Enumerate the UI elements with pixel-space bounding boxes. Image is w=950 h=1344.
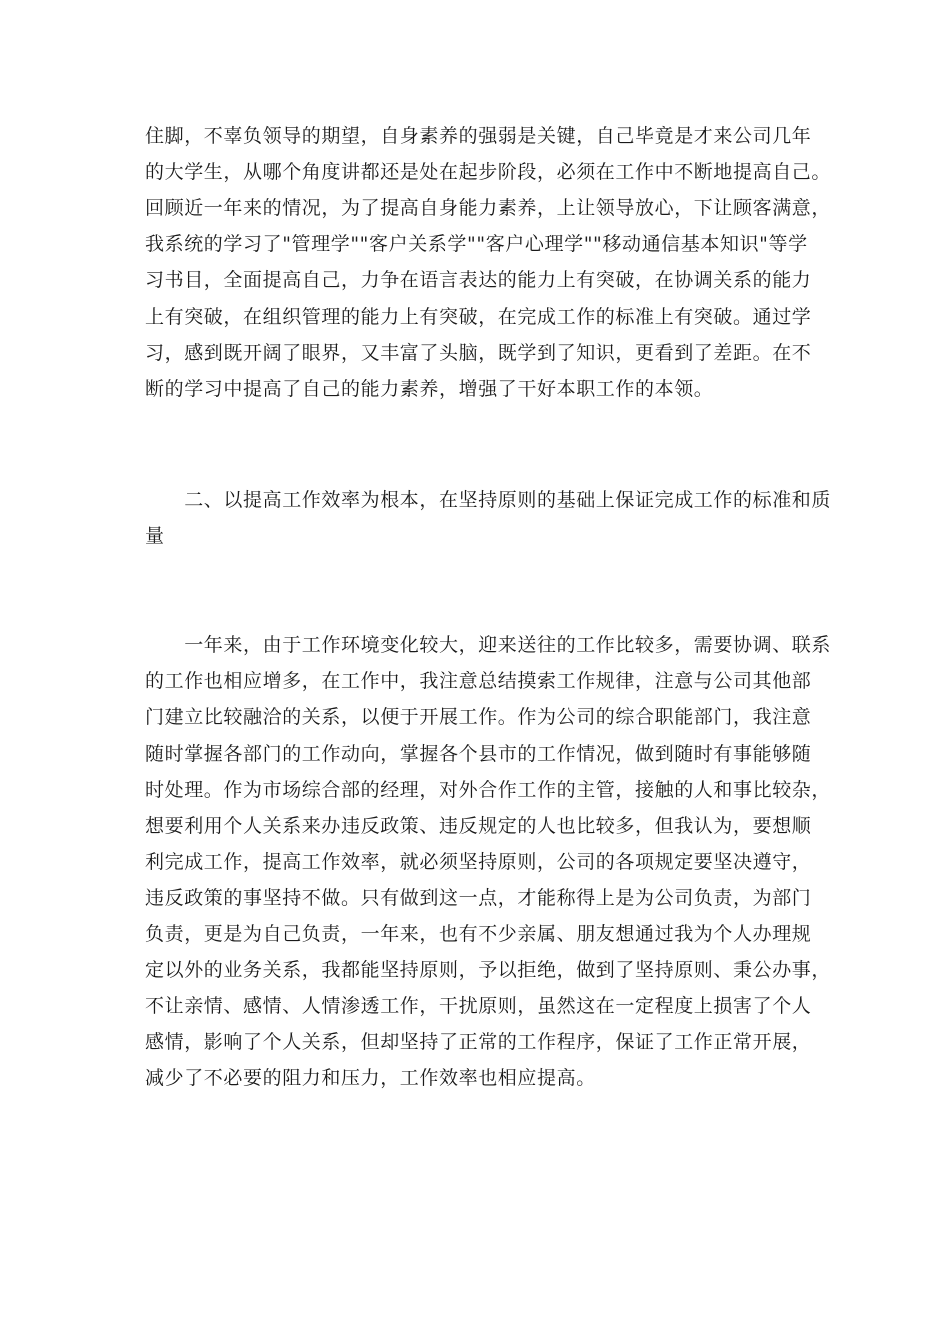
paragraph-2-line: 违反政策的事坚持不做。只有做到这一点，才能称得上是为公司负责，为部门 [145,887,812,909]
paragraph-1-line: 回顾近一年来的情况，为了提高自身能力素养，上让领导放心，下让顾客满意， [145,197,832,219]
paragraph-1-line: 我系统的学习了"管理学""客户关系学""客户心理学""移动通信基本知识"等学 [145,233,808,255]
section-heading-line: 二、以提高工作效率为根本，在坚持原则的基础上保证完成工作的标准和质 [145,489,832,511]
paragraph-1-line: 习，感到既开阔了眼界，又丰富了头脑，既学到了知识，更看到了差距。在不 [145,342,812,364]
paragraph-1-line: 的大学生，从哪个角度讲都还是处在起步阶段，必须在工作中不断地提高自己。 [145,161,832,183]
paragraph-2-line: 想要利用个人关系来办违反政策、违反规定的人也比较多，但我认为，要想顺 [145,815,812,837]
paragraph-2-line: 感情，影响了个人关系，但却坚持了正常的工作程序，保证了工作正常开展， [145,1031,812,1053]
paragraph-2-line: 的工作也相应增多，在工作中，我注意总结摸索工作规律，注意与公司其他部 [145,670,812,692]
paragraph-2-line: 随时掌握各部门的工作动向，掌握各个县市的工作情况，做到随时有事能够随 [145,743,812,765]
paragraph-2-line: 减少了不必要的阻力和压力，工作效率也相应提高。 [145,1067,596,1089]
section-heading-line: 量 [145,525,165,547]
paragraph-2-line: 利完成工作，提高工作效率，就必须坚持原则，公司的各项规定要坚决遵守， [145,851,812,873]
paragraph-2-line: 不让亲情、感情、人情渗透工作，干扰原则，虽然这在一定程度上损害了个人 [145,995,812,1017]
paragraph-1-line: 习书目，全面提高自己，力争在语言表达的能力上有突破，在协调关系的能力 [145,269,812,291]
paragraph-1-line: 上有突破，在组织管理的能力上有突破，在完成工作的标准上有突破。通过学 [145,306,812,328]
paragraph-2-line: 一年来，由于工作环境变化较大，迎来送往的工作比较多，需要协调、联系 [145,634,832,656]
paragraph-1-line: 住脚，不辜负领导的期望，自身素养的强弱是关键，自己毕竟是才来公司几年 [145,125,812,147]
paragraph-2-line: 门建立比较融洽的关系，以便于开展工作。作为公司的综合职能部门，我注意 [145,706,812,728]
paragraph-2-line: 定以外的业务关系，我都能坚持原则，予以拒绝，做到了坚持原则、秉公办事， [145,959,832,981]
paragraph-2-line: 负责，更是为自己负责，一年来，也有不少亲属、朋友想通过我为个人办理规 [145,923,812,945]
paragraph-2-line: 时处理。作为市场综合部的经理，对外合作工作的主管，接触的人和事比较杂， [145,779,832,801]
paragraph-1-line: 断的学习中提高了自己的能力素养，增强了干好本职工作的本领。 [145,378,714,400]
